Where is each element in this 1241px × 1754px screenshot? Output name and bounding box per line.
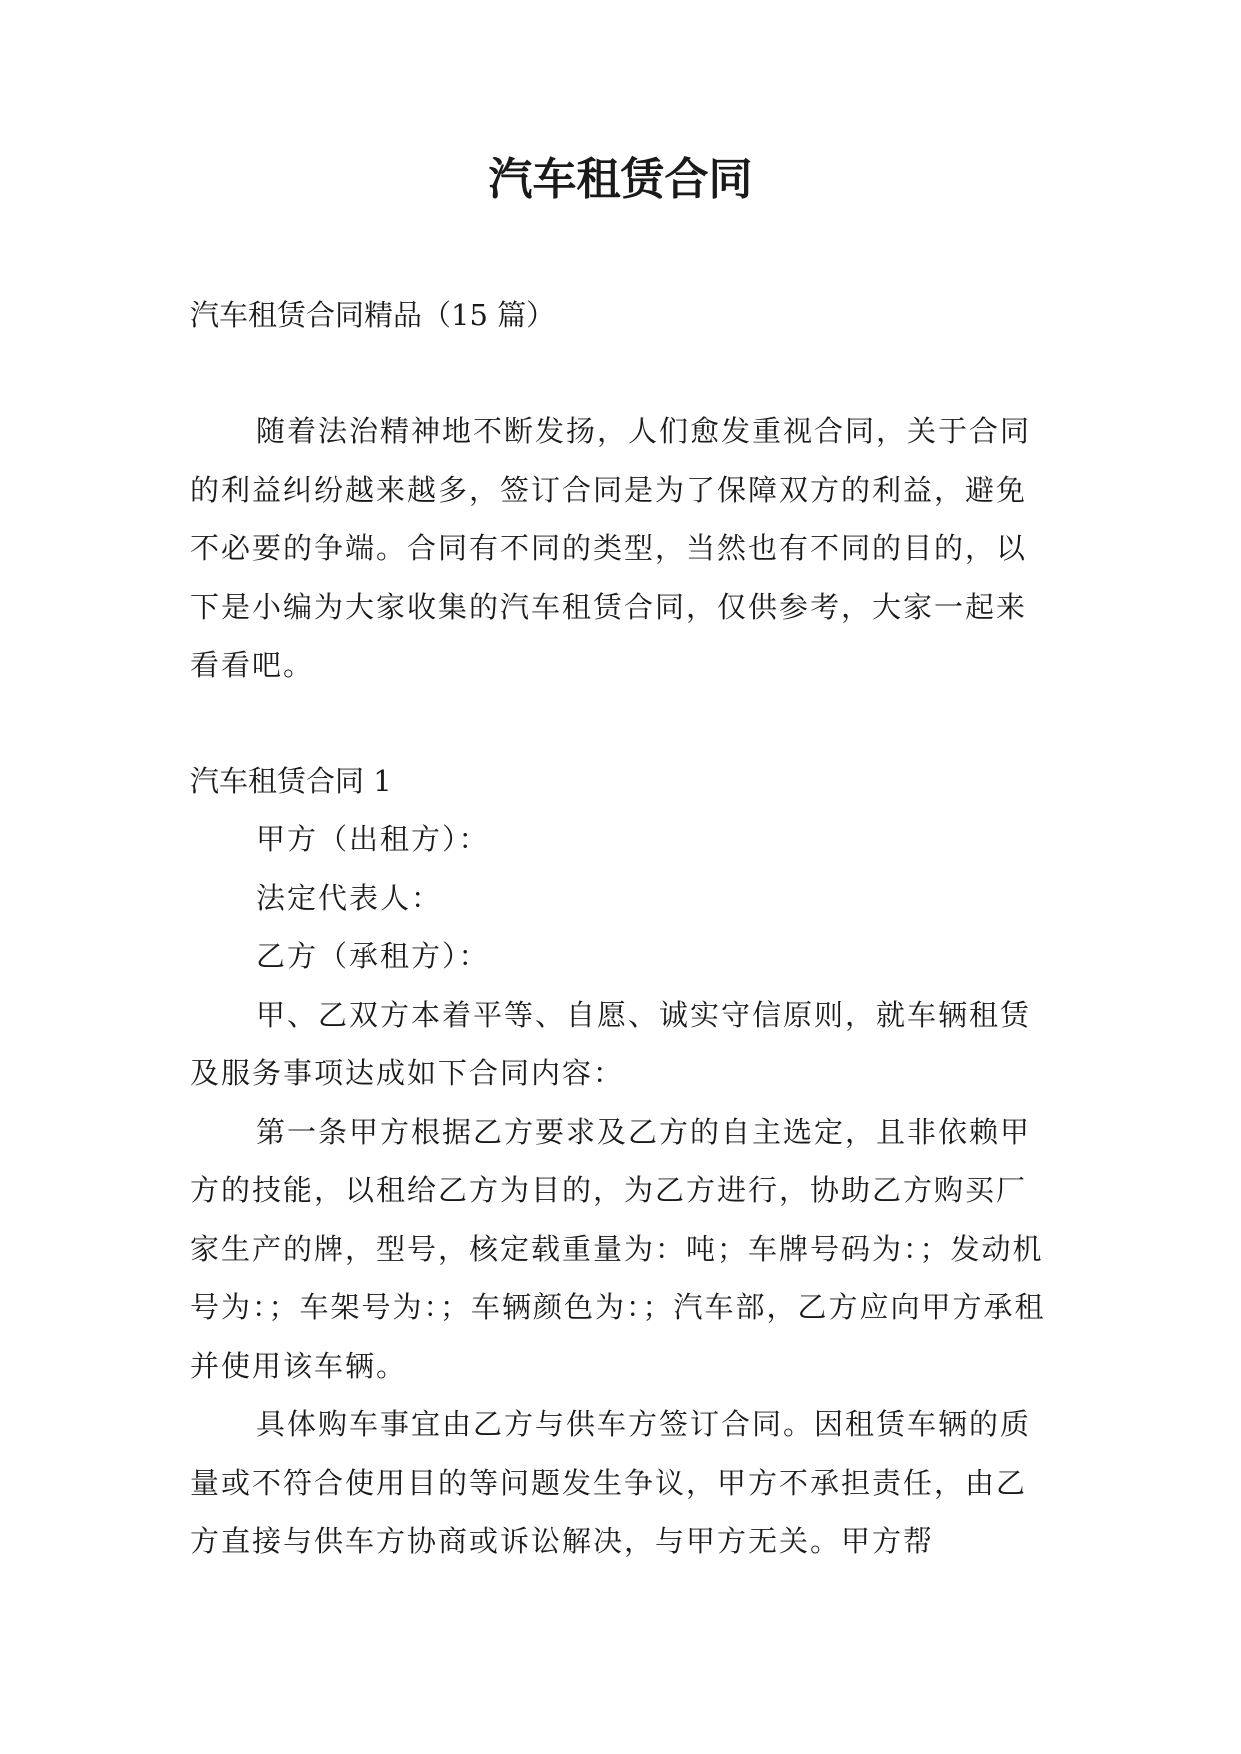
preamble-paragraph: 甲、乙双方本着平等、自愿、诚实守信原则，就车辆租赁及服务事项达成如下合同内容： xyxy=(190,997,1032,1090)
article-one-paragraph: 第一条甲方根据乙方要求及乙方的自主选定，且非依赖甲方的技能，以租给乙方为目的，为乙方进行，协助乙方购买厂家生产的牌，型号，核定载重量为：吨；车牌号码为：；发动机号为：；车架号为：；车辆颜色为：；汽车部，乙方应向甲方承租并使用该车辆。 xyxy=(190,1114,1046,1383)
document-title: 汽车租赁合同 xyxy=(488,154,753,205)
contract-clauses xyxy=(190,810,1050,1571)
purchase-paragraph: 具体购车事宜由乙方与供车方签订合同。因租赁车辆的质量或不符合使用目的等问题发生争议，甲方不承担责任，由乙方直接与供车方协商或诉讼解决，与甲方无关。甲方帮 xyxy=(190,1407,1032,1558)
intro-paragraph: 随着法治精神地不断发扬，人们愈发重视合同，关于合同的利益纠纷越来越多，签订合同是为了保障双方的利益，避免不必要的争端。合同有不同的类型，当然也有不同的目的，以下是小编为大家收集的汽车租赁合同，仅供参考，大家一起来看看吧。 xyxy=(190,414,1032,682)
section-heading: 汽车租赁合同 1 xyxy=(190,764,392,798)
party-b-line: 乙方（承租方）： xyxy=(256,939,490,973)
document-subtitle: 汽车租赁合同精品（15 篇） xyxy=(190,298,556,332)
party-a-line: 甲方（出租方）： xyxy=(256,822,490,856)
legal-representative-line: 法定代表人： xyxy=(256,880,443,915)
